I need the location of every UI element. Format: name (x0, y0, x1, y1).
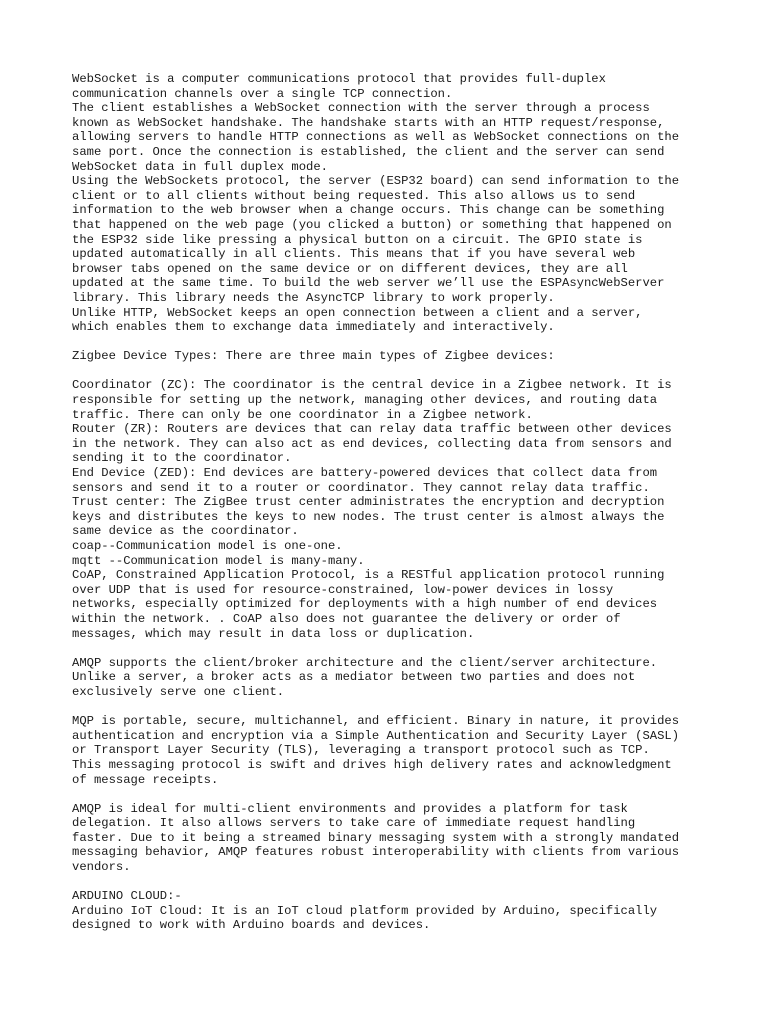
text-line: sending it to the coordinator. (72, 451, 292, 466)
text-line: known as WebSocket handshake. The handshake starts with an HTTP request/response, (72, 115, 665, 130)
text-line: AMQP is ideal for multi-client environments and provides a platform for task (72, 801, 628, 816)
text-line: exclusively serve one client. (72, 684, 285, 699)
text-line: over UDP that is used for resource-constrained, low-power devices in lossy (72, 582, 614, 597)
text-line: CoAP, Constrained Application Protocol, is a RESTful application protocol running (72, 568, 665, 583)
text-line: responsible for setting up the network, managing other devices, and routing data (72, 393, 658, 408)
text-line: WebSocket data in full duplex mode. (72, 159, 328, 174)
text-line: Unlike a server, a broker acts as a mediator between two parties and does not (72, 670, 636, 685)
text-line: information to the web browser when a change occurs. This change can be something (72, 203, 665, 218)
text-line: updated at the same time. To build the web server we’ll use the ESPAsyncWebServer (72, 276, 665, 291)
text-line: mqtt --Communication model is many-many. (72, 553, 365, 568)
text-line: the ESP32 side like pressing a physical button on a circuit. The GPIO state is (72, 232, 643, 247)
text-line: client or to all clients without being requested. This also allows us to send (72, 188, 636, 203)
text-line: This messaging protocol is swift and drives high delivery rates and acknowledgment (72, 757, 672, 772)
text-line: WebSocket is a computer communications protocol that provides full-duplex (72, 72, 606, 86)
text-line: within the network. . CoAP also does not guarantee the delivery or order of (72, 611, 621, 626)
text-line: Router (ZR): Routers are devices that can relay data traffic between other devices (72, 422, 672, 437)
text-line: communication channels over a single TCP connection. (72, 86, 453, 101)
text-line: The client establishes a WebSocket connection with the server through a process (72, 101, 650, 116)
blank-line (72, 641, 712, 656)
text-line: in the network. They can also act as end devices, collecting data from sensors and (72, 436, 672, 451)
text-line: traffic. There can only be one coordinator in a Zigbee network. (72, 407, 533, 422)
blank-line (72, 364, 712, 379)
text-line: Unlike HTTP, WebSocket keeps an open connection between a client and a server, (72, 305, 643, 320)
text-line: messaging behavior, AMQP features robust interoperability with clients from various (72, 845, 680, 860)
text-line: Zigbee Device Types: There are three main types of Zigbee devices: (72, 349, 555, 364)
text-line: End Device (ZED): End devices are battery-powered devices that collect data from (72, 466, 658, 481)
text-line: Using the WebSockets protocol, the server (ESP32 board) can send information to the (72, 174, 680, 189)
text-line: which enables them to exchange data immediately and interactively. (72, 320, 555, 335)
text-line: Trust center: The ZigBee trust center administrates the encryption and decryption (72, 495, 665, 510)
text-line: allowing servers to handle HTTP connections as well as WebSocket connections on the (72, 130, 680, 145)
document-page (72, 72, 712, 933)
text-line: designed to work with Arduino boards and devices. (72, 918, 431, 933)
text-line: sensors and send it to a router or coordinator. They cannot relay data traffic. (72, 480, 650, 495)
text-line: Coordinator (ZC): The coordinator is the central device in a Zigbee network. It is (72, 378, 672, 393)
text-line: vendors. (72, 860, 131, 875)
text-line: that happened on the web page (you clicked a button) or something that happened on (72, 217, 672, 232)
text-line: of message receipts. (72, 772, 219, 787)
text-line: AMQP supports the client/broker architecture and the client/server architecture. (72, 655, 658, 670)
blank-line (72, 875, 712, 890)
text-line: MQP is portable, secure, multichannel, and efficient. Binary in nature, it provides (72, 714, 680, 729)
text-line: same device as the coordinator. (72, 524, 299, 539)
text-line: Arduino IoT Cloud: It is an IoT cloud platform provided by Arduino, specifically (72, 903, 658, 918)
text-line: browser tabs opened on the same device or on different devices, they are all (72, 261, 628, 276)
text-line: updated automatically in all clients. This means that if you have several web (72, 247, 636, 262)
text-line: coap--Communication model is one-one. (72, 539, 343, 553)
text-line: faster. Due to it being a streamed binary messaging system with a strongly mandated (72, 830, 680, 845)
text-line: messages, which may result in data loss or duplication. (72, 626, 475, 641)
text-line: or Transport Layer Security (TLS), leveraging a transport protocol such as TCP. (72, 743, 650, 758)
text-line: networks, especially optimized for deployments with a high number of end devices (72, 597, 658, 612)
blank-line (72, 335, 712, 350)
text-line: library. This library needs the AsyncTCP library to work properly. (72, 290, 555, 305)
text-line: delegation. It also allows servers to take care of immediate request handling (72, 816, 636, 831)
text-line: keys and distributes the keys to new nodes. The trust center is almost always the (72, 509, 665, 524)
text-line: ARDUINO CLOUD:- (72, 889, 182, 904)
text-line: authentication and encryption via a Simple Authentication and Security Layer (SASL) (72, 728, 680, 743)
blank-line (72, 787, 712, 802)
blank-line (72, 700, 712, 715)
text-line: same port. Once the connection is established, the client and the server can send (72, 144, 665, 159)
